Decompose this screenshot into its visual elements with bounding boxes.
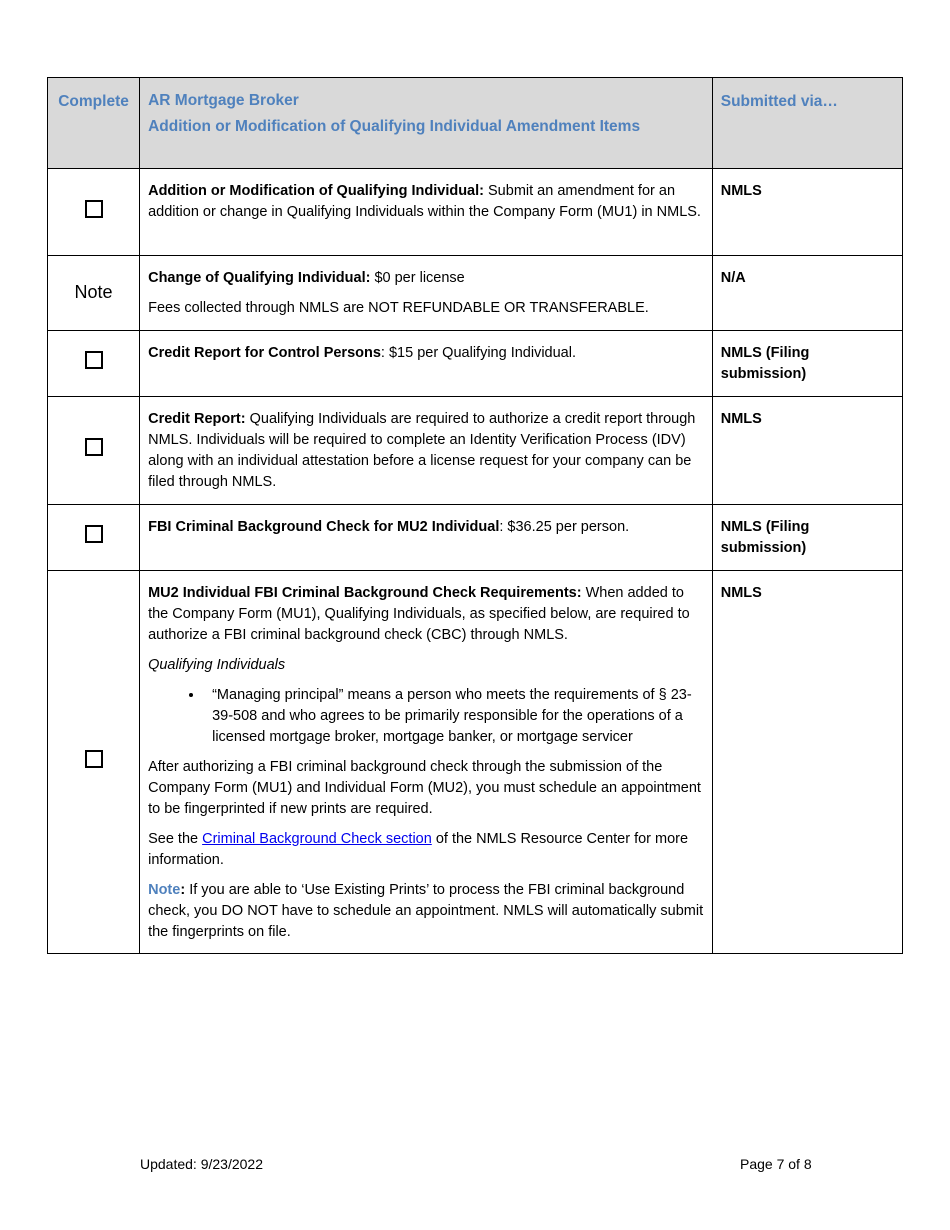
amendment-checklist-table (47, 77, 903, 954)
complete-cell (48, 397, 140, 505)
header-complete: Complete (48, 78, 140, 169)
criminal-background-check-link[interactable]: Criminal Background Check section (202, 831, 432, 847)
item-text: Qualifying Individuals are required to authorize a credit report through NMLS. Individuals will be required to complete an Identity Verification Process (IDV) along with an individual attestation before a license request for your company can be filed through NMLS. (148, 411, 696, 490)
note-paragraph (148, 880, 704, 943)
item-cell (140, 256, 713, 331)
note-text: If you are able to ‘Use Existing Prints’ to process the FBI criminal background check, you DO NOT have to schedule an appointment. NMLS will automatically submit the fingerprints on file. (148, 882, 704, 940)
item-extra-text: Fees collected through NMLS are NOT REFUNDABLE OR TRANSFERABLE. (148, 300, 649, 316)
note-colon: : (180, 882, 186, 898)
item-text: When added to the Company Form (MU1), Qualifying Individuals, as specified below, are required to authorize a FBI criminal background check (CBC) through NMLS. (148, 585, 690, 643)
list-item: • “Managing principal” means a person who meets the requirements of § 23-39-508 and who agrees to be primarily responsible for the operations of a licensed mortgage broker, mortgage banker, or mortgage servicer (204, 685, 704, 748)
complete-cell (48, 331, 140, 397)
checkbox-icon[interactable] (85, 525, 103, 543)
submitted-via-cell: NMLS (712, 169, 902, 256)
complete-cell (48, 169, 140, 256)
checkbox-icon[interactable] (85, 750, 103, 768)
see-resource-paragraph (148, 829, 704, 871)
checkbox-icon[interactable] (85, 351, 103, 369)
item-title: Credit Report for Control Persons (148, 345, 381, 361)
submitted-via-cell: NMLS (712, 571, 902, 954)
item-title: Credit Report: (148, 411, 246, 427)
item-title: Change of Qualifying Individual: (148, 270, 371, 286)
submitted-via-cell: NMLS (Filing submission) (712, 331, 902, 397)
item-text: $0 per license (370, 270, 465, 286)
checkbox-icon[interactable] (85, 200, 103, 218)
complete-cell (48, 505, 140, 571)
note-word: Note (148, 882, 181, 898)
item-text: : $15 per Qualifying Individual. (380, 345, 576, 361)
item-text: : $36.25 per person. (499, 519, 630, 535)
item-cell (140, 331, 713, 397)
header-title (140, 78, 713, 169)
table-row (48, 169, 903, 256)
item-text: Submit an amendment for an addition or change in Qualifying Individuals within the Company Form (MU1) in NMLS. (148, 183, 701, 220)
complete-cell (48, 571, 140, 954)
item-cell (140, 505, 713, 571)
table-header-row (48, 78, 903, 169)
item-cell (140, 571, 713, 954)
footer-updated: Updated: 9/23/2022 (140, 1156, 263, 1172)
header-title-line2: Addition or Modification of Qualifying Individual Amendment Items (148, 118, 641, 135)
table-row (48, 505, 903, 571)
checkbox-icon[interactable] (85, 438, 103, 456)
see-suffix: of the NMLS Resource Center for more information. (148, 831, 689, 868)
footer-page-number: Page 7 of 8 (740, 1156, 812, 1172)
fingerprint-paragraph: After authorizing a FBI criminal background check through the submission of the Company Form (MU1) and Individual Form (MU2), you must schedule an appointment to be fingerprinted if new prints are required. (148, 759, 701, 817)
bullet-list (148, 685, 704, 748)
item-title: Addition or Modification of Qualifying Individual: (148, 183, 484, 199)
item-cell (140, 397, 713, 505)
header-title-line1: AR Mortgage Broker (148, 92, 299, 109)
submitted-via-cell: NMLS (Filing submission) (712, 505, 902, 571)
item-cell (140, 169, 713, 256)
item-title: FBI Criminal Background Check for MU2 Individual (148, 519, 500, 535)
submitted-via-cell: N/A (712, 256, 902, 331)
table-row (48, 571, 903, 954)
table-row (48, 256, 903, 331)
see-prefix: See the (148, 831, 203, 847)
qualifying-individuals-heading: Qualifying Individuals (148, 657, 286, 673)
table-row (48, 397, 903, 505)
item-title: MU2 Individual FBI Criminal Background Check Requirements: (148, 585, 582, 601)
submitted-via-cell: NMLS (712, 397, 902, 505)
complete-cell (48, 256, 140, 331)
header-submitted-via: Submitted via… (712, 78, 902, 169)
table-row (48, 331, 903, 397)
note-label: Note (74, 281, 113, 302)
